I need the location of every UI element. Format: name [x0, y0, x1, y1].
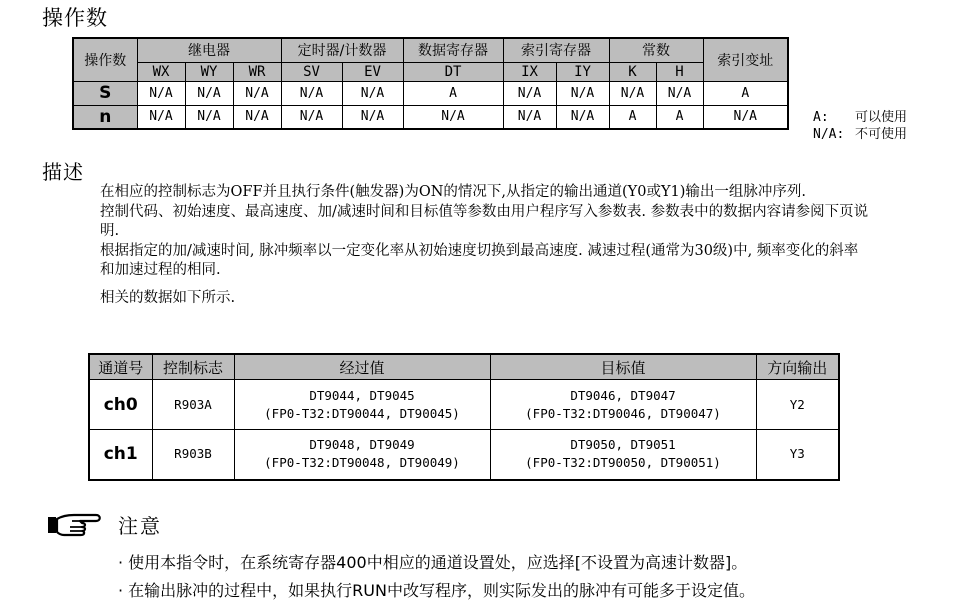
cell: N/A [281, 105, 342, 129]
row-label: S [73, 81, 137, 105]
operand-row-n [73, 105, 788, 129]
description-section-title: 描述 [42, 160, 84, 184]
elapsed-value-alt: (FP0-T32:DT90048, DT90049) [264, 455, 460, 471]
description-paragraph: 控制代码、初始速度、最高速度、加/减速时间和目标值等参数由用户程序写入参数表. 参数表中的数据内容请参阅下页说明. [100, 203, 869, 239]
group-header-timer-counter: 定时器/计数器 [281, 38, 403, 62]
sub-header-wx: WX [137, 62, 185, 81]
cell: N/A [281, 81, 342, 105]
cell: N/A [503, 105, 556, 129]
sub-header-h: H [656, 62, 703, 81]
target-value-line: DT9050, DT9051 [570, 437, 676, 453]
sub-header-iy: IY [556, 62, 609, 81]
control-flag: R903B [152, 430, 234, 480]
description-paragraph: 相关的数据如下所示. [100, 289, 236, 306]
elapsed-value [234, 380, 490, 430]
group-header-index-register: 索引寄存器 [503, 38, 609, 62]
header-elapsed-value: 经过值 [234, 354, 490, 380]
cell: A [703, 81, 788, 105]
group-header-index-modifier: 索引变址 [703, 38, 788, 81]
note-item: · 在输出脉冲的过程中，如果执行RUN中改写程序，则实际发出的脉冲有可能多于设定值。 [118, 581, 755, 600]
header-channel-no: 通道号 [89, 354, 152, 380]
note-section-title: 注意 [118, 514, 162, 538]
sub-header-ev: EV [342, 62, 403, 81]
cell: N/A [503, 81, 556, 105]
cell: N/A [703, 105, 788, 129]
cell: A [609, 105, 656, 129]
channel-label: ch0 [89, 380, 152, 430]
cell: N/A [656, 81, 703, 105]
operand-row-s [73, 81, 788, 105]
cell: N/A [342, 81, 403, 105]
target-value-line: DT9046, DT9047 [570, 387, 676, 403]
cell: N/A [185, 105, 233, 129]
legend-text: 不可使用 [855, 127, 908, 142]
elapsed-value [234, 430, 490, 480]
header-direction-output: 方向输出 [756, 354, 839, 380]
cell: N/A [556, 105, 609, 129]
cell: N/A [609, 81, 656, 105]
header-target-value: 目标值 [490, 354, 756, 380]
legend-key: A: [813, 110, 829, 125]
cell: N/A [342, 105, 403, 129]
target-value [490, 380, 756, 430]
legend-text: 可以使用 [855, 110, 908, 125]
note-item: · 使用本指令时，在系统寄存器400中相应的通道设置处，应选择[不设置为高速计数器]。 [118, 553, 748, 572]
pointing-hand-icon [46, 511, 104, 541]
group-header-data-register: 数据寄存器 [403, 38, 503, 62]
legend-available [813, 110, 907, 125]
operand-section-title: 操作数 [42, 6, 108, 30]
operand-corner-header: 操作数 [73, 38, 137, 81]
channel-row-ch0 [89, 380, 839, 430]
sub-header-k: K [609, 62, 656, 81]
channel-label: ch1 [89, 430, 152, 480]
legend-key: N/A: [813, 127, 845, 142]
target-value-alt: (FP0-T32:DT90050, DT90051) [525, 455, 721, 471]
sub-header-wr: WR [233, 62, 281, 81]
sub-header-wy: WY [185, 62, 233, 81]
elapsed-value-alt: (FP0-T32:DT90044, DT90045) [264, 405, 460, 421]
cell: N/A [233, 105, 281, 129]
control-flag: R903A [152, 380, 234, 430]
cell: N/A [137, 81, 185, 105]
cell: N/A [233, 81, 281, 105]
sub-header-dt: DT [403, 62, 503, 81]
header-control-flag: 控制标志 [152, 354, 234, 380]
target-value-alt: (FP0-T32:DT90046, DT90047) [525, 405, 721, 421]
cell: N/A [185, 81, 233, 105]
group-header-relay: 继电器 [137, 38, 281, 62]
description-paragraph: 在相应的控制标志为OFF并且执行条件(触发器)为ON的情况下,从指定的输出通道(Y0或Y1)输出一组脉冲序列. [100, 184, 807, 200]
target-value [490, 430, 756, 480]
cell: N/A [403, 105, 503, 129]
notes-list [118, 549, 755, 605]
group-header-constant: 常数 [609, 38, 703, 62]
channel-table [88, 353, 840, 481]
sub-header-sv: SV [281, 62, 342, 81]
operand-table [72, 37, 789, 130]
channel-row-ch1 [89, 430, 839, 480]
cell: N/A [556, 81, 609, 105]
legend-unavailable [813, 127, 907, 142]
cell: N/A [137, 105, 185, 129]
elapsed-value-line: DT9048, DT9049 [309, 437, 415, 453]
direction-output: Y2 [756, 380, 839, 430]
cell: A [656, 105, 703, 129]
description-body [100, 183, 870, 308]
sub-header-ix: IX [503, 62, 556, 81]
elapsed-value-line: DT9044, DT9045 [309, 387, 415, 403]
direction-output: Y3 [756, 430, 839, 480]
description-paragraph: 根据指定的加/减速时间, 脉冲频率以一定变化率从初始速度切换到最高速度. 减速过程(通常为30级)中, 频率变化的斜率和加速过程的相同. [100, 242, 859, 278]
row-label: n [73, 105, 137, 129]
cell: A [403, 81, 503, 105]
